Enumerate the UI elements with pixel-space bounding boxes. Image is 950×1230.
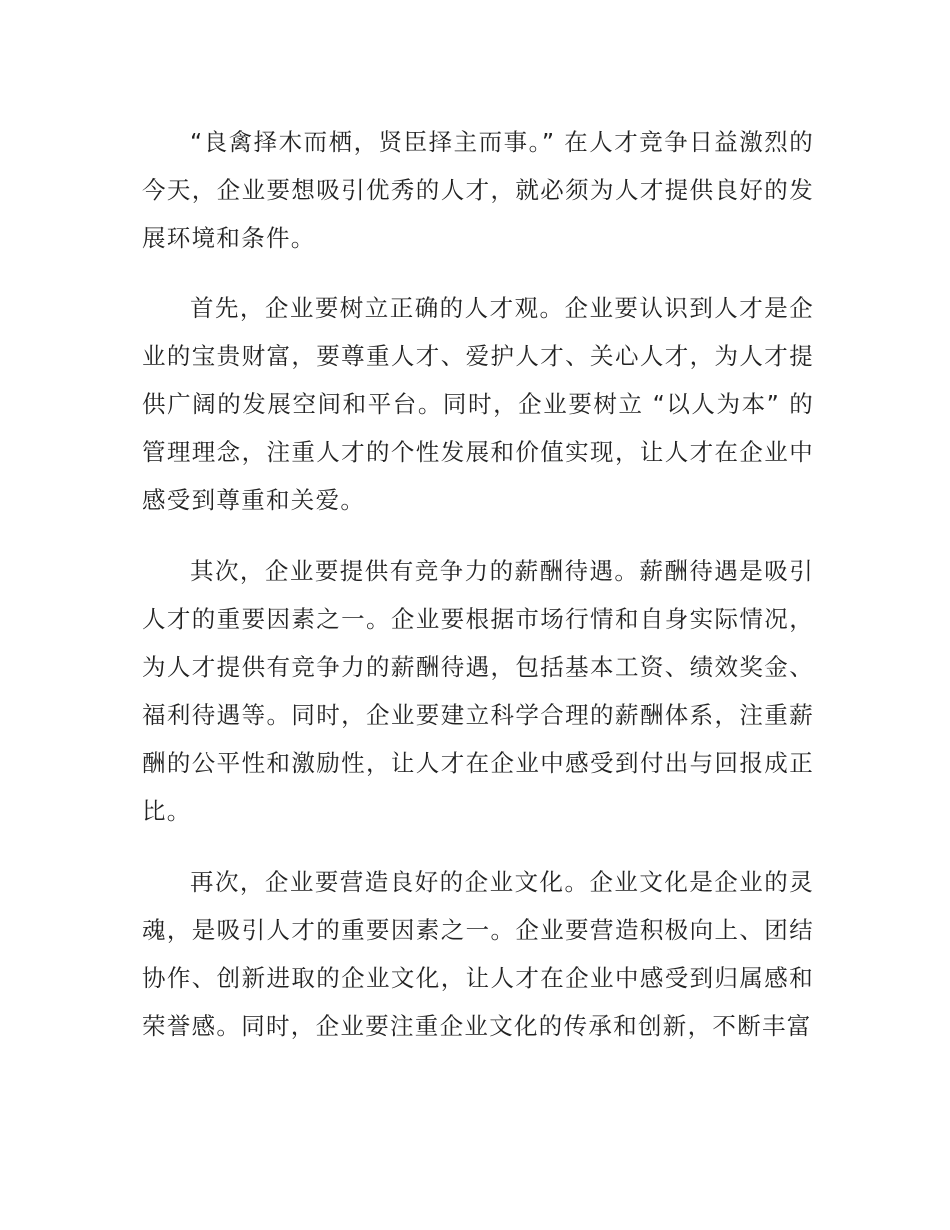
paragraph-culture: 再次，企业要营造良好的企业文化。企业文化是企业的灵魂，是吸引人才的重要因素之一。企业要营造积极向上、团结协作、创新进取的企业文化，让人才在企业中感受到归属感和荣誉感。同时，企业要注重企业文化的传承和创新，不断丰富 [142,868,814,1040]
paragraph-talent-view: 首先，企业要树立正确的人才观。企业要认识到人才是企业的宝贵财富，要尊重人才、爱护人才、关心人才，为人才提供广阔的发展空间和平台。同时，企业要树立 “以人为本” 的管理理念，注重人才的个性发展和价值实现，让人才在企业中感受到尊重和关爱。 [142,294,814,514]
paragraph-intro: “良禽择木而栖，贤臣择主而事。” 在人才竞争日益激烈的今天，企业要想吸引优秀的人才，就必须为人才提供良好的发展环境和条件。 [142,128,814,252]
paragraph-compensation: 其次，企业要提供有竞争力的薪酬待遇。薪酬待遇是吸引人才的重要因素之一。企业要根据市场行情和自身实际情况，为人才提供有竞争力的薪酬待遇，包括基本工资、绩效奖金、福利待遇等。同时，企业要建立科学合理的薪酬体系，注重薪酬的公平性和激励性，让人才在企业中感受到付出与回报成正比。 [142,557,814,825]
